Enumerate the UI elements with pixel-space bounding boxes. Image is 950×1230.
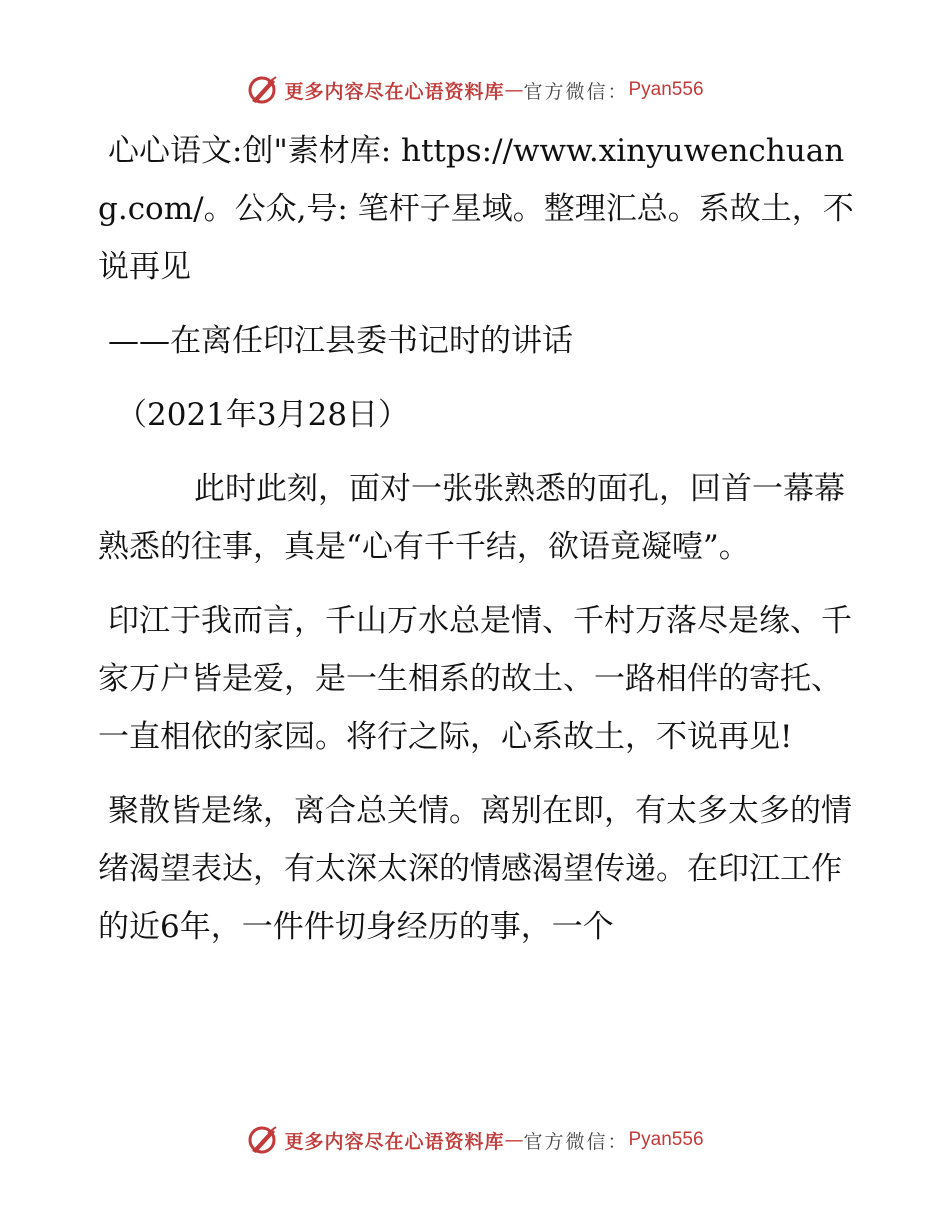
banner-main-text: 更多内容尽在心语资料库 xyxy=(284,80,505,103)
banner-dash: — xyxy=(504,79,524,101)
banner-wechat-label: 官方微信： xyxy=(523,80,629,103)
banner-dash: — xyxy=(504,1129,524,1151)
banner-main-text: 更多内容尽在心语资料库 xyxy=(284,1130,505,1153)
banner-wechat-id: Pyan556 xyxy=(628,1129,704,1150)
document-subtitle: ——在离任印江县委书记时的讲话 xyxy=(108,323,573,359)
header-banner xyxy=(0,70,950,110)
paragraph: 此时此刻，面对一张张熟悉的面孔，回首一幕幕熟悉的往事，真是“心有千千结，欲语竟凝噎”。 xyxy=(98,471,845,565)
quill-pen-logo-icon xyxy=(246,73,280,107)
quill-pen-logo-icon xyxy=(246,1123,280,1157)
document-date: （2021年3月28日） xyxy=(116,397,410,433)
document-body xyxy=(98,122,858,956)
paragraph: 印江于我而言，千山万水总是情、千村万落尽是缘、千家万户皆是爱，是一生相系的故土、一路相伴的寄托、一直相依的家园。将行之际，心系故土，不说再见! xyxy=(98,603,852,755)
banner-wechat-id: Pyan556 xyxy=(628,79,704,100)
footer-banner xyxy=(0,1120,950,1160)
document-header-line: 心心语文:创"素材库: https://www.xinyuwenchuang.com/。公众,号: 笔杆子星域。整理汇总。系故土，不说再见 xyxy=(98,133,854,285)
banner-wechat-label: 官方微信： xyxy=(523,1130,629,1153)
paragraph: 聚散皆是缘，离合总关情。离别在即，有太多太多的情绪渴望表达，有太深太深的情感渴望传递。在印江工作的近6年，一件件切身经历的事，一个 xyxy=(98,793,852,945)
